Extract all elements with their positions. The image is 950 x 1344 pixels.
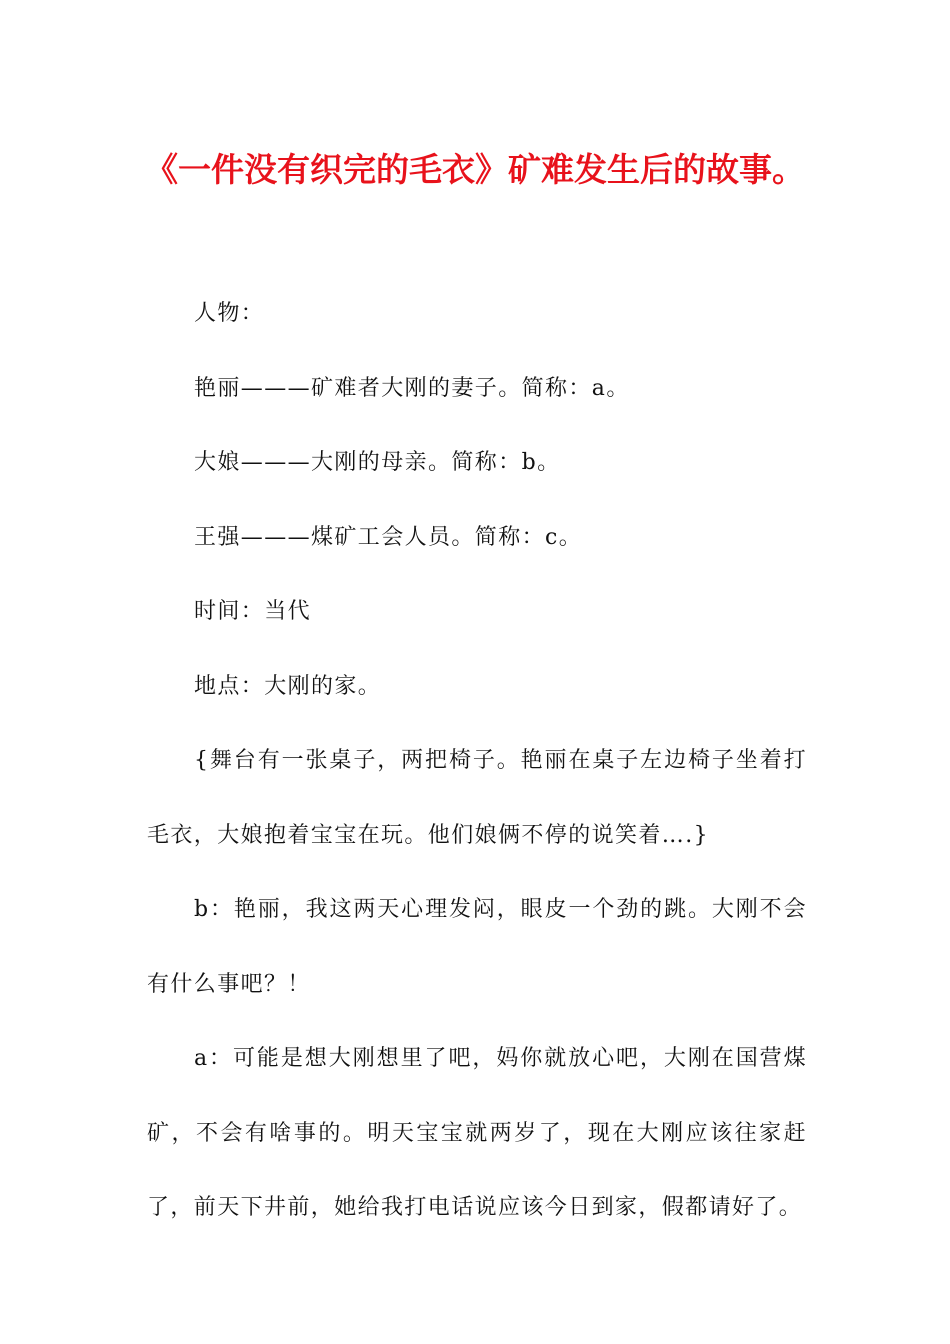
characters-heading: 人物： [194, 301, 265, 326]
character-wangqiang: 王强———煤矿工会人员。简称：c。 [194, 524, 583, 550]
character-yanli: 艳丽———矿难者大刚的妻子。简称：a。 [194, 375, 630, 401]
stage-direction: {舞台有一张桌子，两把椅子。艳丽在桌子左边椅子坐着打毛衣，大娘抱着宝宝在玩。他们娘俩不停的说笑着….} [147, 748, 807, 848]
dialogue-a: a：可能是想大刚想里了吧，妈你就放心吧，大刚在国营煤矿，不会有啥事的。明天宝宝就两岁了，现在大刚应该往家赶了，前天下井前，她给我打电话说应该今日到家，假都请好了。 [147, 1046, 807, 1220]
dialogue-b: b：艳丽，我这两天心理发闷，眼皮一个劲的跳。大刚不会有什么事吧？！ [147, 897, 807, 997]
document-title: 《一件没有织完的毛衣》矿难发生后的故事。 [145, 150, 805, 189]
time-line: 时间：当代 [194, 599, 312, 624]
place-line: 地点：大刚的家。 [194, 673, 382, 699]
document-body [147, 277, 807, 1246]
character-daniang: 大娘———大刚的母亲。简称：b。 [194, 450, 561, 475]
